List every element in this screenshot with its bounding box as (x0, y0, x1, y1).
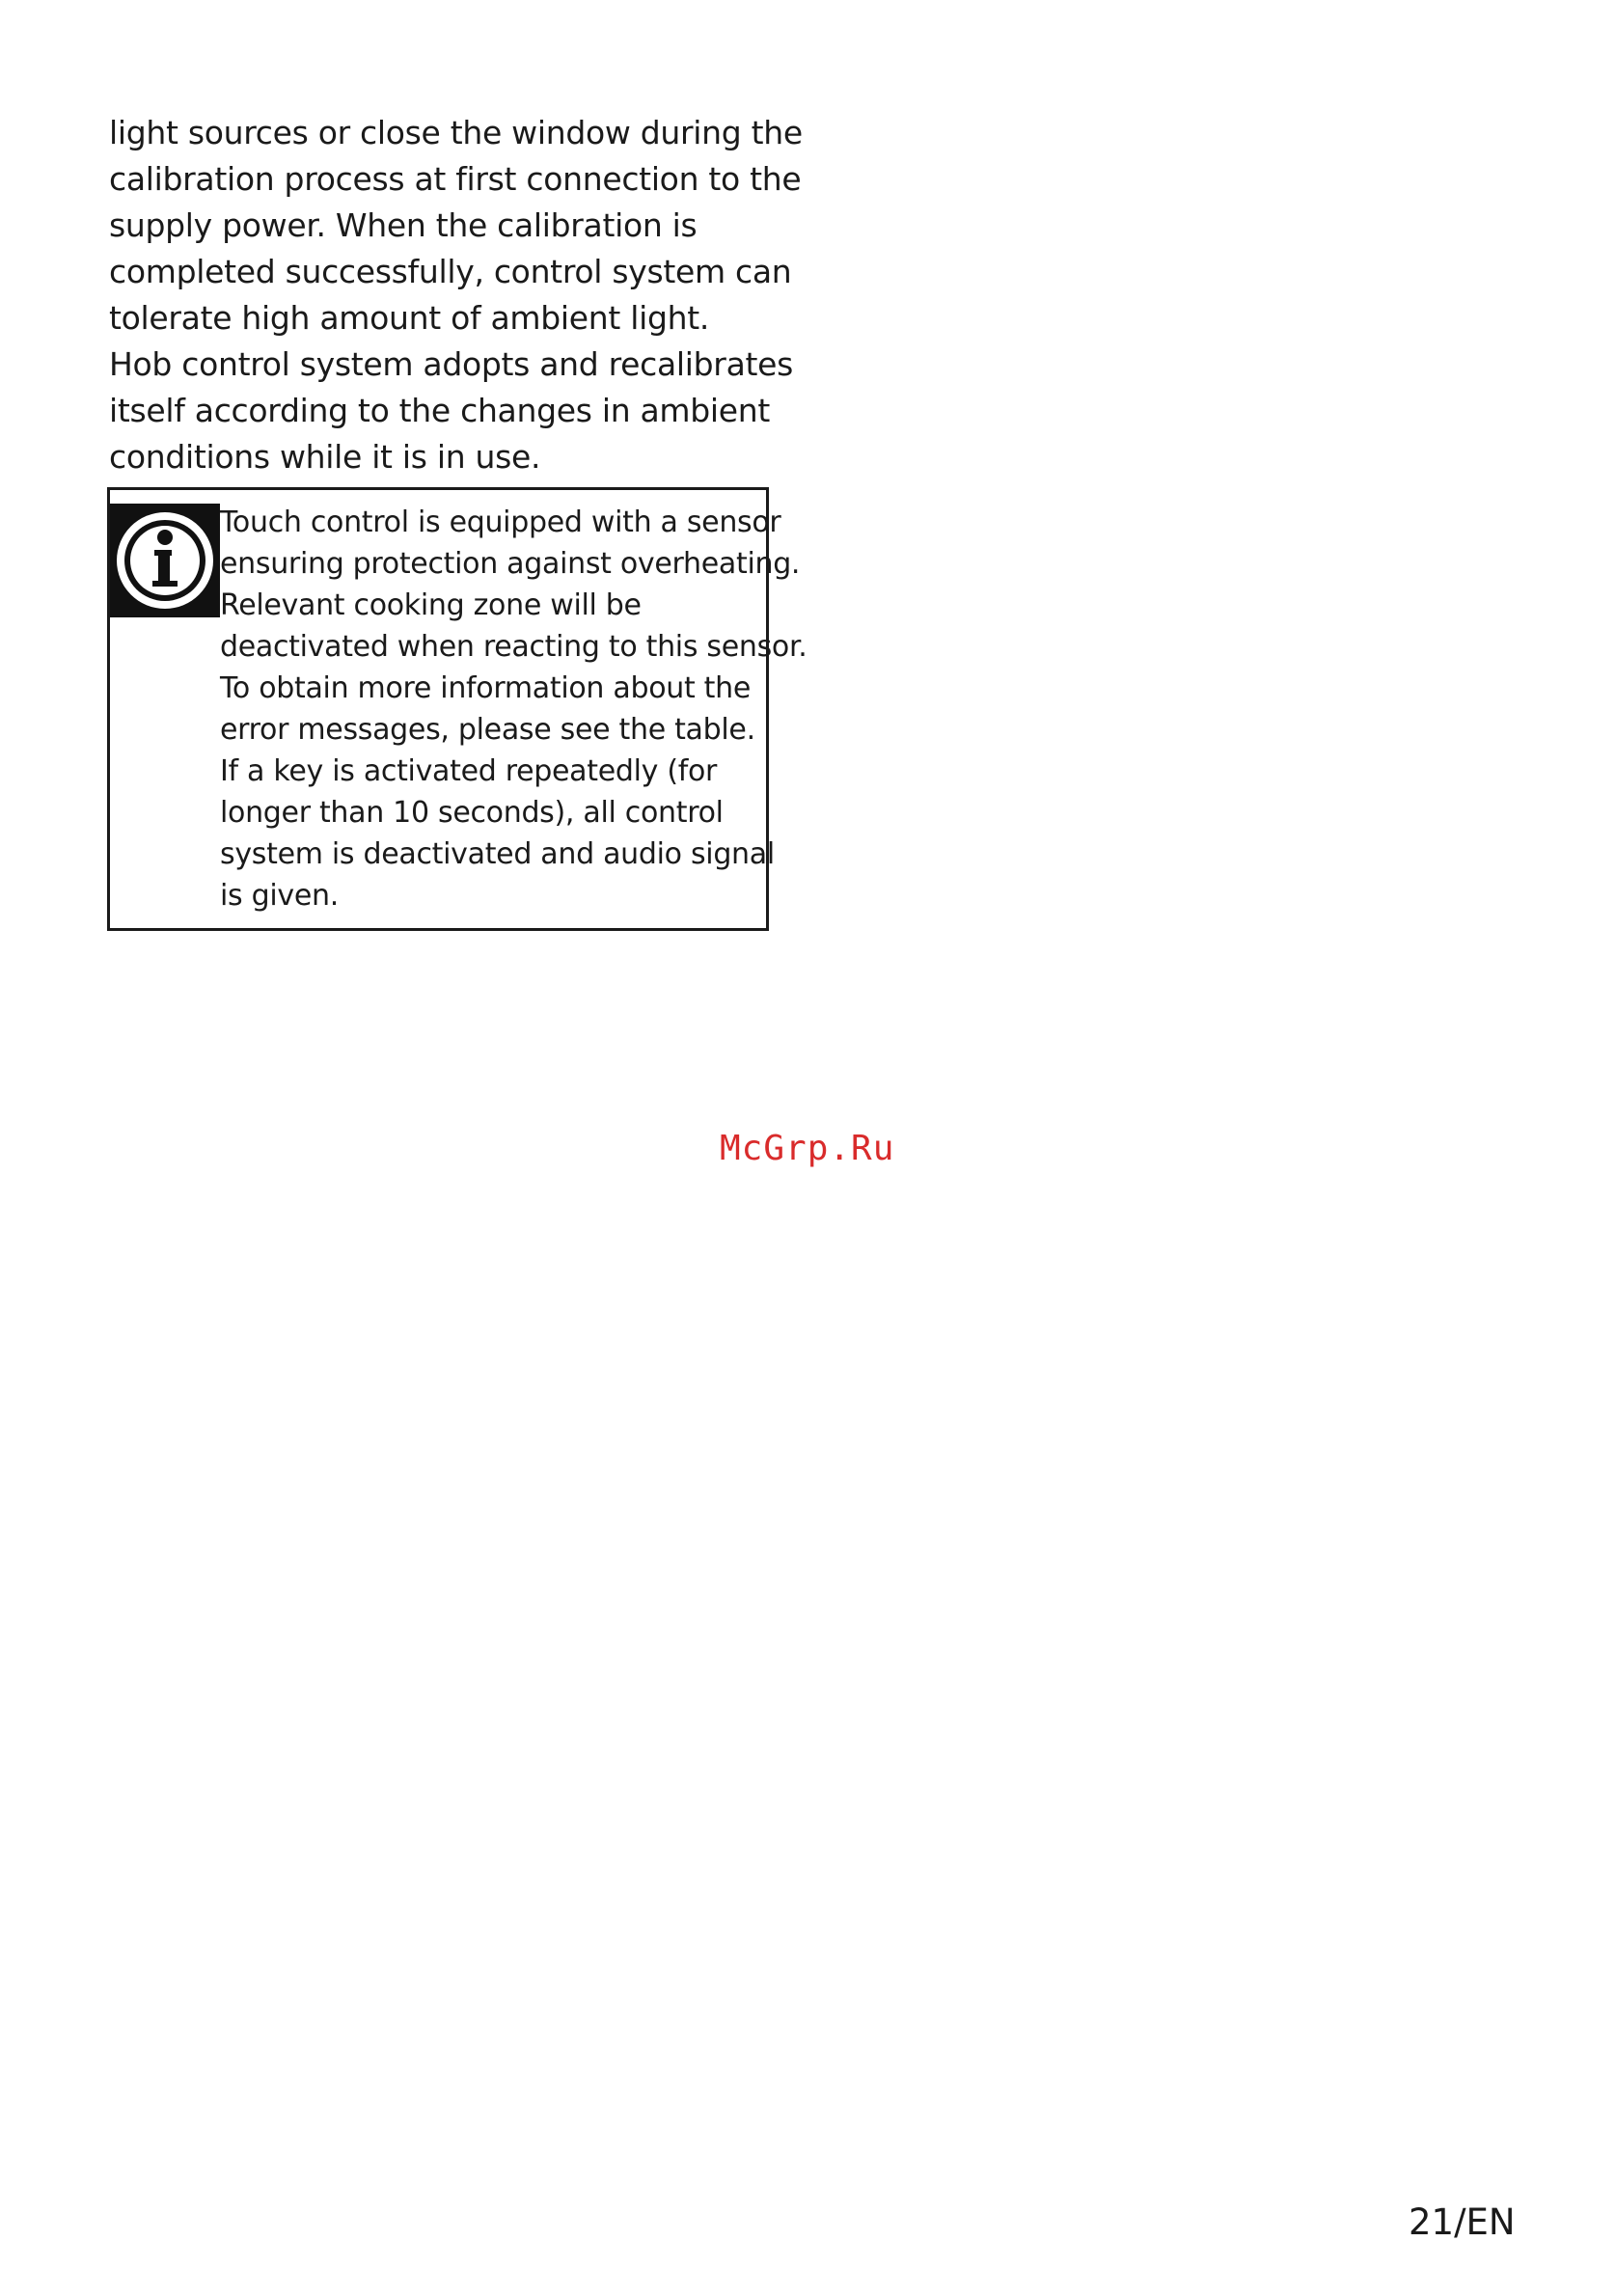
info-line: If a key is activated repeatedly (for (220, 754, 718, 788)
info-line: To obtain more information about the (220, 671, 752, 705)
watermark-link[interactable]: McGrp.Ru (720, 1129, 895, 1168)
info-line: system is deactivated and audio signal (220, 837, 775, 871)
info-note-box (107, 487, 808, 931)
paragraph-line: light sources or close the window during the (109, 114, 803, 151)
info-line: Relevant cooking zone will be (220, 588, 642, 622)
info-line: longer than 10 seconds), all control (220, 796, 724, 830)
paragraph-line: itself according to the changes in ambient (109, 392, 771, 429)
body-paragraph (109, 110, 803, 480)
info-note-text (220, 502, 808, 916)
info-line: ensuring protection against overheating. (220, 547, 801, 581)
paragraph-line: tolerate high amount of ambient light. (109, 299, 710, 337)
info-line: is given. (220, 879, 339, 913)
paragraph-line: calibration process at first connection to the (109, 160, 802, 198)
paragraph-line: supply power. When the calibration is (109, 206, 698, 244)
info-line: deactivated when reacting to this sensor. (220, 630, 808, 664)
info-line: Touch control is equipped with a sensor (220, 506, 781, 539)
page-number: 21/EN (1409, 2201, 1516, 2243)
info-line: error messages, please see the table. (220, 713, 755, 747)
paragraph-line: conditions while it is in use. (109, 438, 541, 476)
paragraph-line: Hob control system adopts and recalibrates (109, 345, 794, 383)
info-icon (110, 504, 220, 617)
paragraph-line: completed successfully, control system can (109, 253, 792, 290)
